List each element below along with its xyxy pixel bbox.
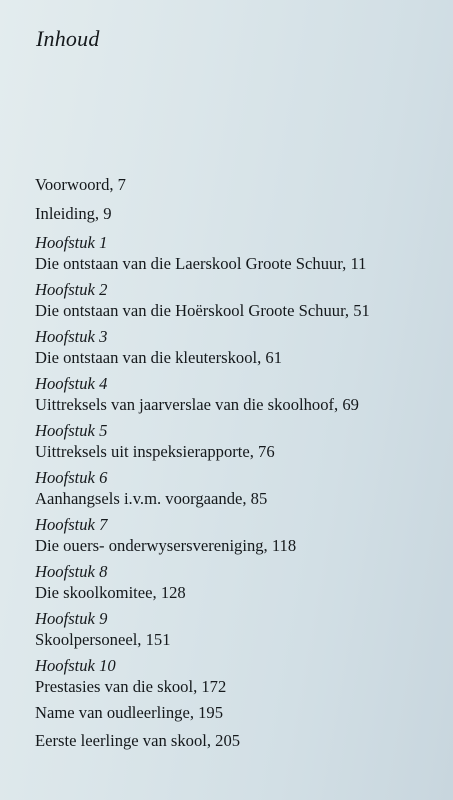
chapter-label: Hoofstuk 8 [35,562,108,581]
chapter-title: Die ouers- onderwysersvereniging, 118 [35,536,297,555]
chapter-title: Die ontstaan van die Laerskool Groote Schuur, 11 [35,254,367,273]
chapter-label: Hoofstuk 3 [35,327,108,346]
toc-chapter-8 [35,561,435,603]
toc-entry-inleiding: Inleiding, 9 [35,204,112,223]
toc-chapter-1 [35,232,435,274]
toc-chapter-7 [35,514,435,556]
chapter-title: Prestasies van die skool, 172 [35,677,227,696]
chapter-title: Skoolpersoneel, 151 [35,630,171,649]
chapter-label: Hoofstuk 7 [35,515,108,534]
toc-chapter-2 [35,279,435,321]
toc-chapter-9 [35,608,435,650]
toc-chapter-4 [35,373,435,415]
chapter-label: Hoofstuk 10 [35,656,116,675]
toc-chapter-5 [35,420,435,462]
chapter-label: Hoofstuk 6 [35,468,108,487]
table-of-contents [35,174,435,758]
chapter-label: Hoofstuk 1 [35,233,108,252]
toc-entry-voorwoord: Voorwoord, 7 [35,175,126,194]
toc-chapter-6 [35,467,435,509]
chapter-title: Die skoolkomitee, 128 [35,583,186,602]
chapter-label: Hoofstuk 9 [35,609,108,628]
chapter-title: Uittreksels van jaarverslae van die skoolhoof, 69 [35,395,359,414]
chapter-label: Hoofstuk 5 [35,421,108,440]
toc-chapter-10 [35,655,435,697]
toc-chapter-3 [35,326,435,368]
chapter-title: Uittreksels uit inspeksierapporte, 76 [35,442,275,461]
toc-entry-eerste-leerlinge: Eerste leerlinge van skool, 205 [35,731,241,750]
chapter-label: Hoofstuk 2 [35,280,108,299]
page-title: Inhoud [36,26,100,51]
toc-entry-oudleerlinge: Name van oudleerlinge, 195 [35,703,224,722]
chapter-title: Die ontstaan van die kleuterskool, 61 [35,348,283,367]
chapter-title: Die ontstaan van die Hoërskool Groote Schuur, 51 [35,301,370,320]
chapter-label: Hoofstuk 4 [35,374,108,393]
chapter-title: Aanhangsels i.v.m. voorgaande, 85 [35,489,268,508]
